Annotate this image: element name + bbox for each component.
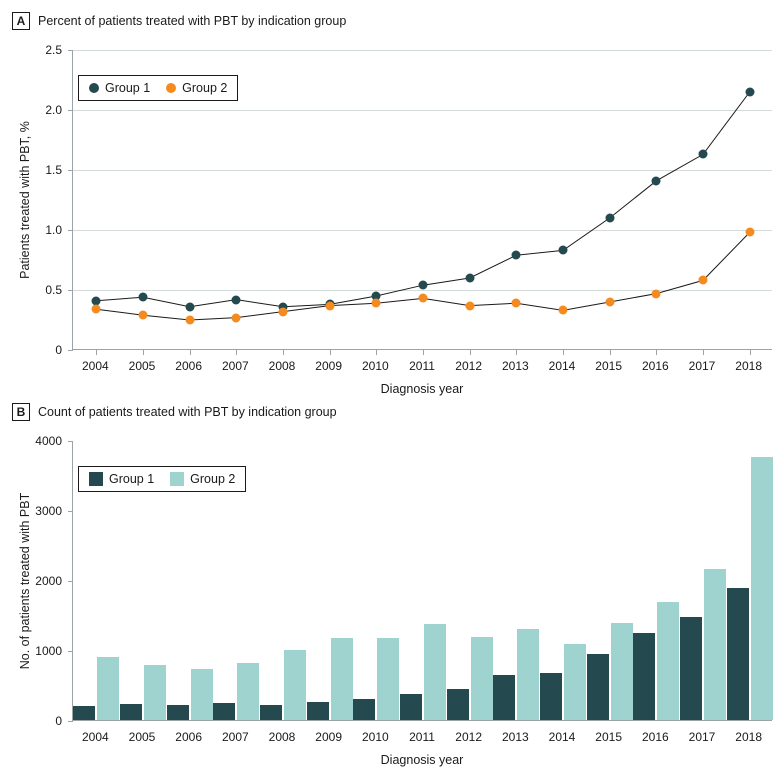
x-tick-mark	[750, 350, 751, 355]
y-tick-label: 0.5	[45, 283, 62, 297]
legend-panel-b	[78, 466, 246, 492]
bar-group-1	[587, 654, 609, 721]
x-tick-mark	[656, 350, 657, 355]
data-point-group-1	[232, 295, 241, 304]
y-axis-title: Patients treated with PBT, %	[18, 121, 32, 279]
x-axis-title: Diagnosis year	[380, 753, 464, 767]
x-tick-label: 2009	[315, 359, 343, 373]
x-tick-label: 2010	[361, 359, 389, 373]
x-tick-label: 2012	[455, 730, 483, 744]
legend-item	[89, 472, 154, 486]
bar-group-2	[237, 663, 259, 720]
panel-a-header	[6, 12, 346, 30]
x-tick-label: 2009	[315, 730, 343, 744]
y-tick-label: 1.5	[45, 163, 62, 177]
x-tick-mark	[423, 350, 424, 355]
x-tick-label: 2016	[641, 730, 669, 744]
x-tick-label: 2007	[221, 359, 249, 373]
x-tick-label: 2008	[268, 730, 296, 744]
legend-swatch-icon	[170, 472, 184, 486]
x-tick-label: 2007	[221, 730, 249, 744]
x-tick-label: 2005	[128, 359, 156, 373]
y-tick-label: 2000	[35, 574, 62, 588]
data-point-group-1	[419, 281, 428, 290]
bar-group-2	[471, 637, 493, 720]
data-point-group-1	[185, 302, 194, 311]
data-point-group-1	[699, 150, 708, 159]
x-tick-mark	[283, 350, 284, 355]
x-tick-label: 2005	[128, 730, 156, 744]
data-point-group-1	[512, 251, 521, 260]
x-tick-mark	[236, 350, 237, 355]
bar-group-1	[493, 675, 515, 720]
y-tick-label: 0	[55, 714, 62, 728]
bar-group-2	[377, 638, 399, 720]
x-tick-label: 2011	[409, 730, 435, 744]
x-tick-label: 2015	[595, 730, 623, 744]
y-tick-label: 3000	[35, 504, 62, 518]
data-point-group-2	[699, 276, 708, 285]
bar-group-1	[120, 704, 142, 720]
data-point-group-2	[372, 299, 381, 308]
y-tick-mark	[68, 511, 73, 512]
x-tick-label: 2004	[81, 359, 109, 373]
x-tick-label: 2015	[595, 359, 623, 373]
chart-panel-a	[0, 30, 780, 396]
data-point-group-2	[652, 289, 661, 298]
x-tick-mark	[376, 350, 377, 355]
bar-group-1	[447, 689, 469, 720]
x-tick-mark	[703, 350, 704, 355]
x-tick-label: 2014	[548, 359, 576, 373]
data-point-group-1	[465, 274, 474, 283]
data-point-group-2	[185, 316, 194, 325]
y-tick-mark	[68, 441, 73, 442]
legend-label: Group 2	[182, 81, 228, 95]
bar-group-1	[307, 702, 329, 720]
data-point-group-2	[232, 313, 241, 322]
bar-group-2	[97, 657, 119, 720]
x-tick-label: 2008	[268, 359, 296, 373]
x-tick-label: 2013	[501, 730, 529, 744]
bar-group-2	[331, 638, 353, 720]
y-tick-label: 1.0	[45, 223, 62, 237]
data-point-group-2	[512, 299, 521, 308]
data-point-group-2	[745, 228, 754, 237]
bar-group-1	[260, 705, 282, 720]
x-tick-mark	[330, 350, 331, 355]
y-axis-title: No. of patients treated with PBT	[18, 492, 32, 670]
legend-label: Group 2	[190, 472, 236, 486]
data-point-group-2	[139, 311, 148, 320]
x-tick-label: 2017	[688, 359, 716, 373]
bar-group-2	[751, 457, 773, 720]
bar-group-2	[144, 665, 166, 720]
x-tick-label: 2010	[361, 730, 389, 744]
y-tick-label: 0	[55, 343, 62, 357]
x-tick-label: 2018	[735, 730, 763, 744]
panel-b-letter: B	[12, 403, 30, 421]
y-tick-label: 1000	[35, 644, 62, 658]
bar-group-2	[284, 650, 306, 720]
legend-dot-icon	[166, 83, 176, 93]
bar-group-2	[611, 623, 633, 720]
data-point-group-2	[325, 301, 334, 310]
bar-group-2	[191, 669, 213, 720]
x-tick-mark	[96, 350, 97, 355]
x-tick-label: 2016	[641, 359, 669, 373]
x-tick-label: 2004	[81, 730, 109, 744]
bar-group-1	[73, 706, 95, 720]
bar-group-1	[680, 617, 702, 720]
chart-panel-b	[0, 421, 780, 771]
bar-group-1	[633, 633, 655, 720]
data-point-group-2	[419, 294, 428, 303]
legend-label: Group 1	[105, 81, 151, 95]
x-tick-label: 2006	[175, 359, 203, 373]
data-point-group-2	[559, 306, 568, 315]
y-tick-mark	[68, 721, 73, 722]
x-tick-mark	[563, 350, 564, 355]
legend-item	[170, 472, 235, 486]
panel-b-header	[6, 403, 337, 421]
legend-swatch-icon	[89, 472, 103, 486]
x-tick-label: 2014	[548, 730, 576, 744]
x-tick-label: 2017	[688, 730, 716, 744]
bar-group-1	[540, 673, 562, 720]
legend-item	[166, 81, 227, 95]
bar-group-1	[400, 694, 422, 720]
data-point-group-1	[559, 246, 568, 255]
y-tick-label: 2.0	[45, 103, 62, 117]
bar-group-1	[727, 588, 749, 720]
x-tick-mark	[610, 350, 611, 355]
x-tick-mark	[516, 350, 517, 355]
bar-group-1	[167, 705, 189, 720]
panel-b-title: Count of patients treated with PBT by indication group	[38, 405, 337, 419]
data-point-group-1	[652, 176, 661, 185]
legend-item	[89, 81, 150, 95]
x-axis-title: Diagnosis year	[380, 382, 464, 396]
x-tick-mark	[470, 350, 471, 355]
legend-label: Group 1	[109, 472, 155, 486]
legend-dot-icon	[89, 83, 99, 93]
data-point-group-2	[92, 305, 101, 314]
panel-a-title: Percent of patients treated with PBT by indication group	[38, 14, 347, 28]
x-tick-mark	[190, 350, 191, 355]
bar-group-2	[424, 624, 446, 720]
x-tick-label: 2012	[455, 359, 483, 373]
data-point-group-2	[605, 298, 614, 307]
bar-group-2	[704, 569, 726, 720]
legend-panel-a	[78, 75, 238, 101]
y-tick-label: 2.5	[45, 43, 62, 57]
data-point-group-1	[605, 214, 614, 223]
x-tick-label: 2006	[175, 730, 203, 744]
x-tick-label: 2013	[501, 359, 529, 373]
bar-group-2	[564, 644, 586, 720]
x-tick-label: 2011	[409, 359, 435, 373]
data-point-group-2	[279, 307, 288, 316]
data-point-group-1	[745, 88, 754, 97]
bar-group-1	[213, 703, 235, 720]
x-tick-label: 2018	[735, 359, 763, 373]
bar-group-2	[517, 629, 539, 720]
panel-a-letter: A	[12, 12, 30, 30]
bar-group-1	[353, 699, 375, 720]
bar-group-2	[657, 602, 679, 720]
data-point-group-2	[465, 301, 474, 310]
y-tick-mark	[68, 651, 73, 652]
data-point-group-1	[139, 293, 148, 302]
y-tick-label: 4000	[35, 434, 62, 448]
y-tick-mark	[68, 350, 73, 351]
y-tick-mark	[68, 581, 73, 582]
x-tick-mark	[143, 350, 144, 355]
